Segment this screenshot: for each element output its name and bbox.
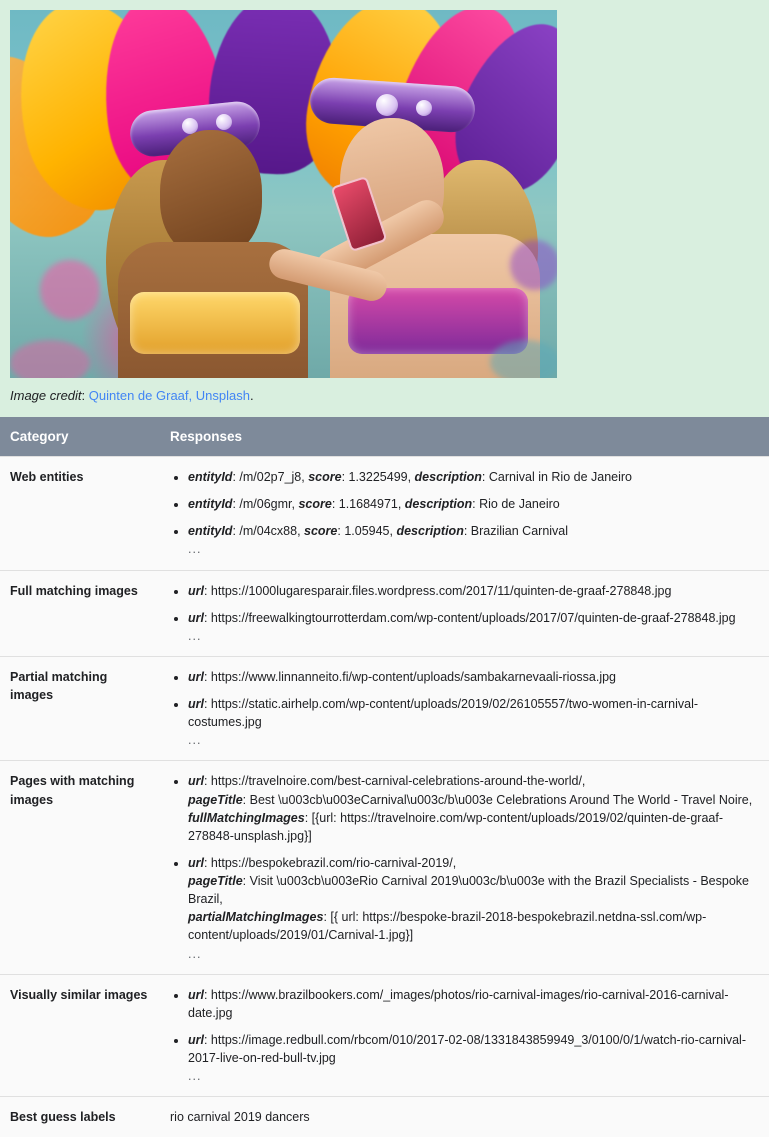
field-value: : https://www.brazilbookers.com/_images/photos/rio-carnival-images/rio-carnival-2016-carnival-date.jpg — [188, 988, 729, 1020]
bokeh-decor — [490, 340, 557, 378]
row-responses — [160, 1097, 769, 1137]
response-list — [170, 668, 759, 731]
field-value: : /m/02p7_j8, — [232, 470, 308, 484]
header-category: Category — [0, 417, 160, 457]
truncation-ellipsis: ... — [188, 627, 759, 645]
face-decor — [160, 130, 262, 258]
row-category: Pages with matching images — [0, 761, 160, 974]
carnival-photo — [10, 10, 557, 378]
field-value: : https://www.linnanneito.fi/wp-content/uploads/sambakarnevaali-riossa.jpg — [204, 670, 616, 684]
truncation-ellipsis: ... — [188, 731, 759, 749]
row-responses — [160, 457, 769, 571]
list-item — [188, 468, 759, 486]
list-item — [188, 582, 759, 600]
hero-section — [0, 0, 769, 386]
list-item — [188, 772, 759, 845]
table-row — [0, 1097, 769, 1137]
table-body — [0, 457, 769, 1137]
field-key: score — [298, 497, 331, 511]
field-value: : /m/06gmr, — [232, 497, 298, 511]
field-key: description — [415, 470, 482, 484]
field-value: : Best \u003cb\u003eCarnival\u003c/b\u003e Celebrations Around The World - Travel Noire, — [243, 793, 753, 807]
table-row — [0, 656, 769, 761]
gem-decor — [376, 94, 398, 116]
bokeh-decor — [510, 240, 557, 290]
list-item — [188, 609, 759, 627]
field-key: entityId — [188, 470, 232, 484]
field-value: : 1.1684971, — [332, 497, 405, 511]
field-key: partialMatchingImages — [188, 910, 323, 924]
field-key: score — [308, 470, 341, 484]
field-value: : https://1000lugaresparair.files.wordpress.com/2017/11/quinten-de-graaf-278848.jpg — [204, 584, 671, 598]
gem-decor — [416, 100, 432, 116]
field-key: pageTitle — [188, 874, 243, 888]
row-responses — [160, 656, 769, 761]
field-key: url — [188, 856, 204, 870]
field-key: url — [188, 988, 204, 1002]
image-credit — [0, 386, 769, 417]
field-key: entityId — [188, 524, 232, 538]
field-value: : https://travelnoire.com/best-carnival-celebrations-around-the-world/, — [204, 774, 585, 788]
truncation-ellipsis: ... — [188, 540, 759, 558]
field-key: url — [188, 670, 204, 684]
image-credit-link[interactable]: Quinten de Graaf, Unsplash — [89, 388, 250, 403]
vision-results-table — [0, 417, 769, 1137]
image-credit-separator: : — [82, 388, 89, 403]
table-row — [0, 974, 769, 1097]
field-value: : https://bespokebrazil.com/rio-carnival-2019/, — [204, 856, 456, 870]
list-item — [188, 695, 759, 731]
field-key: url — [188, 1033, 204, 1047]
field-value: : 1.3225499, — [342, 470, 415, 484]
table-row — [0, 570, 769, 656]
response-list — [170, 772, 759, 944]
row-category: Visually similar images — [0, 974, 160, 1097]
field-value: : https://static.airhelp.com/wp-content/uploads/2019/02/26105557/two-women-in-carnival-costumes.jpg — [188, 697, 698, 729]
field-key: entityId — [188, 497, 232, 511]
list-item — [188, 1031, 759, 1067]
field-key: url — [188, 611, 204, 625]
row-responses — [160, 761, 769, 974]
truncation-ellipsis: ... — [188, 1067, 759, 1085]
image-credit-label: Image credit — [10, 388, 82, 403]
field-value: : /m/04cx88, — [232, 524, 304, 538]
bokeh-decor — [40, 260, 100, 320]
table-row — [0, 761, 769, 974]
field-key: url — [188, 697, 204, 711]
row-category: Best guess labels — [0, 1097, 160, 1137]
response-list — [170, 582, 759, 627]
row-category: Partial matching images — [0, 656, 160, 761]
image-credit-period: . — [250, 388, 254, 403]
list-item — [188, 668, 759, 686]
field-value: : Carnival in Rio de Janeiro — [482, 470, 632, 484]
field-key: fullMatchingImages — [188, 811, 305, 825]
row-category: Web entities — [0, 457, 160, 571]
table-row — [0, 457, 769, 571]
row-responses — [160, 974, 769, 1097]
table-header-row — [0, 417, 769, 457]
field-value: : Brazilian Carnival — [464, 524, 568, 538]
field-value: : https://freewalkingtourrotterdam.com/wp-content/uploads/2017/07/quinten-de-graaf-278848.jpg — [204, 611, 736, 625]
list-item — [188, 495, 759, 513]
field-key: pageTitle — [188, 793, 243, 807]
row-responses — [160, 570, 769, 656]
bokeh-decor — [10, 340, 90, 378]
row-category: Full matching images — [0, 570, 160, 656]
field-value: : [{ url: https://bespoke-brazil-2018-bespokebrazil.netdna-ssl.com/wp-content/uploads/2019/01/Carnival-1.jpg}] — [188, 910, 706, 942]
table-head — [0, 417, 769, 457]
list-item — [188, 522, 759, 540]
response-list — [170, 986, 759, 1068]
list-item — [188, 986, 759, 1022]
field-value: : [{url: https://travelnoire.com/wp-content/uploads/2019/02/quinten-de-graaf-278848-unsplash.jpg}] — [188, 811, 723, 843]
photo-backdrop — [10, 10, 557, 378]
response-list — [170, 468, 759, 540]
field-key: score — [304, 524, 337, 538]
costume-decor — [130, 292, 300, 354]
field-key: url — [188, 774, 204, 788]
best-guess-label: rio carnival 2019 dancers — [170, 1110, 310, 1124]
header-responses: Responses — [160, 417, 769, 457]
list-item — [188, 854, 759, 945]
truncation-ellipsis: ... — [188, 945, 759, 963]
gem-decor — [216, 114, 232, 130]
field-value: : Visit \u003cb\u003eRio Carnival 2019\u003c/b\u003e with the Brazil Specialists - Bespoke Brazil, — [188, 874, 749, 906]
field-key: description — [396, 524, 463, 538]
field-value: : 1.05945, — [337, 524, 396, 538]
field-value: : https://image.redbull.com/rbcom/010/2017-02-08/1331843859949_3/0100/0/1/watch-rio-carnival-2017-live-on-red-bull-tv.jpg — [188, 1033, 746, 1065]
field-key: url — [188, 584, 204, 598]
field-value: : Rio de Janeiro — [472, 497, 560, 511]
field-key: description — [405, 497, 472, 511]
